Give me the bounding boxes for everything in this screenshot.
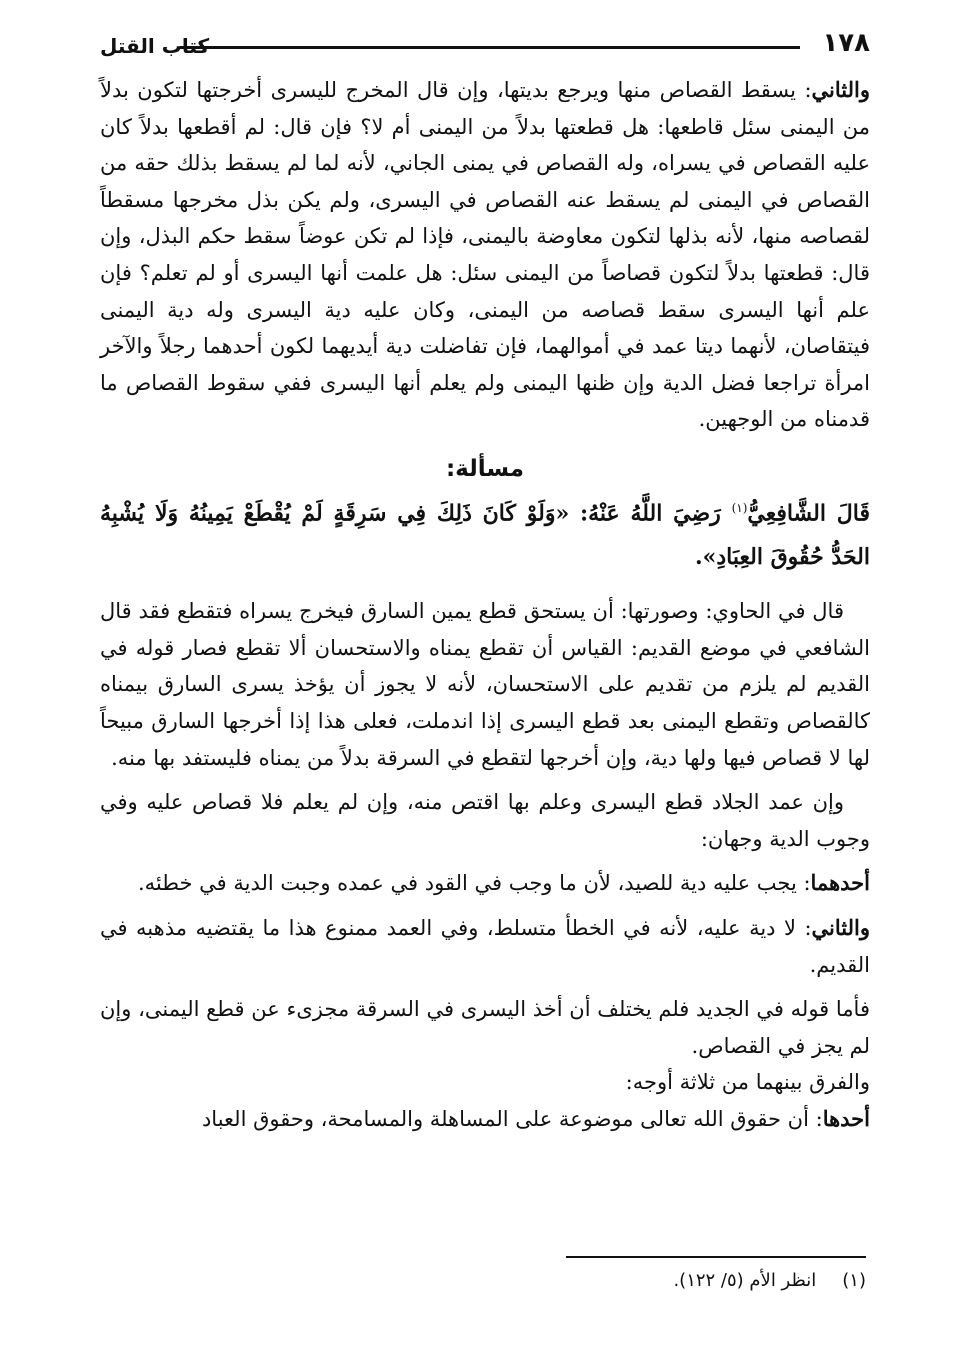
paragraph-label: أحدها <box>822 1105 870 1131</box>
page-number: ١٧٨ <box>822 28 870 58</box>
footnote-number: (١) <box>842 1270 866 1291</box>
quote-opening: قَالَ الشَّافِعِيُّ <box>747 500 870 527</box>
paragraph-new-opinion: فأما قوله في الجديد فلم يختلف أن أخذ اليسرى في السرقة مجزىء عن قطع اليمنى، وإن لم يجز في القصاص. <box>100 997 870 1058</box>
footnote-ref: (١) <box>731 500 748 515</box>
paragraph-label: والثاني <box>811 77 870 102</box>
book-page <box>100 22 870 1138</box>
paragraph-second-view-2 <box>100 910 870 983</box>
masala-heading: مسألة: <box>445 455 525 482</box>
paragraph-text: : أن حقوق الله تعالى موضوعة على المساهلة والمسامحة، وحقوق العباد <box>201 1106 823 1131</box>
paragraph-text: : يسقط القصاص منها ويرجع بديتها، وإن قال المخرج لليسرى أخرجتها لتكون بدلاً من اليمنى سئل قاطعها: هل قطعتها بدلاً من اليمنى أم لا؟ فإن قال: لم أقطعها بدلاً كان عليه القصاص في يسراه، وله القصاص في يمنى الجاني، لأنه لما لم يسقط بذلك حقه من القصاص في اليمنى لم يسقط عنه القصاص في اليسرى، ولم يكن بذل مخرجها مسقطاً لقصاصه منها، لأنه بذلها لتكون معاوضة باليمنى، فإذا لم تكن عوضاً سقط حكم البذل، وإن قال: قطعتها بدلاً لتكون قصاصاً من اليمنى سئل: هل علمت أنها اليسرى أو لم تعلم؟ فإن علم أنها اليسرى سقط قصاصه من اليمنى، وكان عليه دية اليسرى وله دية اليمنى فيتقاصان، لأنهما ديتا عمد في أموالهما، فإن تفاضلت دية أيديهما لكون أحدهما رجلاً والآخر امرأة تراجعا فضل الدية وإن ظنها اليمنى ولم يعلم أنها اليسرى ففي سقوط القصاص ما قدمناه من الوجهين. <box>100 78 870 432</box>
footnote-rule <box>566 1256 866 1258</box>
paragraph-text: : يجب عليه دية للصيد، لأن ما وجب في القود في عمده وجبت الدية في خطئه. <box>138 871 811 896</box>
quote-text: رَضِيَ اللَّهُ عَنْهُ: «وَلَوْ كَانَ ذَلِكَ فِي سَرِقَةٍ لَمْ يُقْطَعْ يَمِينُهُ وَلَا يُشْبِهُ الحَدُّ حُقُوقَ العِبَادِ». <box>100 500 870 571</box>
footnote <box>673 1270 866 1291</box>
header-rule <box>180 46 800 49</box>
paragraph-first-reason <box>100 1101 870 1138</box>
footnote-text: انظر الأم (٥/ ١٢٢). <box>673 1270 817 1291</box>
paragraph-difference: والفرق بينهما من ثلاثة أوجه: <box>625 1070 870 1095</box>
paragraph-hawi: قال في الحاوي: وصورتها: أن يستحق قطع يمين السارق فيخرج يسراه فتقطع فقد قال الشافعي في موضع القديم: القياس أن تقطع يمناه والاستحسان ألا تقطع فصار قوله في القديم لم يلزم من تقديم على الاستحسان، لأنه لا يجوز أن يؤخذ يسرى السارق بيمناه كالقصاص وتقطع اليمنى بعد قطع اليسرى إذا اندملت، فعلى هذا إذا أخرجها السارق مبيحاً لها لا قصاص فيها ولها دية، وإن أخرجها لتقطع في السرقة بدلاً من يمناه فليستفد بها منه. <box>100 599 870 770</box>
paragraph-label: أحدهما <box>810 870 870 896</box>
page-header <box>100 22 870 66</box>
book-title: كتاب القتل <box>100 34 210 58</box>
shafii-quote <box>100 486 870 579</box>
paragraph-executioner: وإن عمد الجلاد قطع اليسرى وعلم بها اقتص منه، وإن لم يعلم فلا قصاص عليه وفي وجوب الدية وجهان: <box>100 790 870 851</box>
paragraph-label: والثاني <box>811 915 870 941</box>
paragraph-second-view <box>100 72 870 438</box>
paragraph-text: : لا دية عليه، لأنه في الخطأ متسلط، وفي العمد ممنوع هذا ما يقتضيه مذهبه في القديم. <box>100 916 870 977</box>
paragraph-first-view <box>100 865 870 902</box>
